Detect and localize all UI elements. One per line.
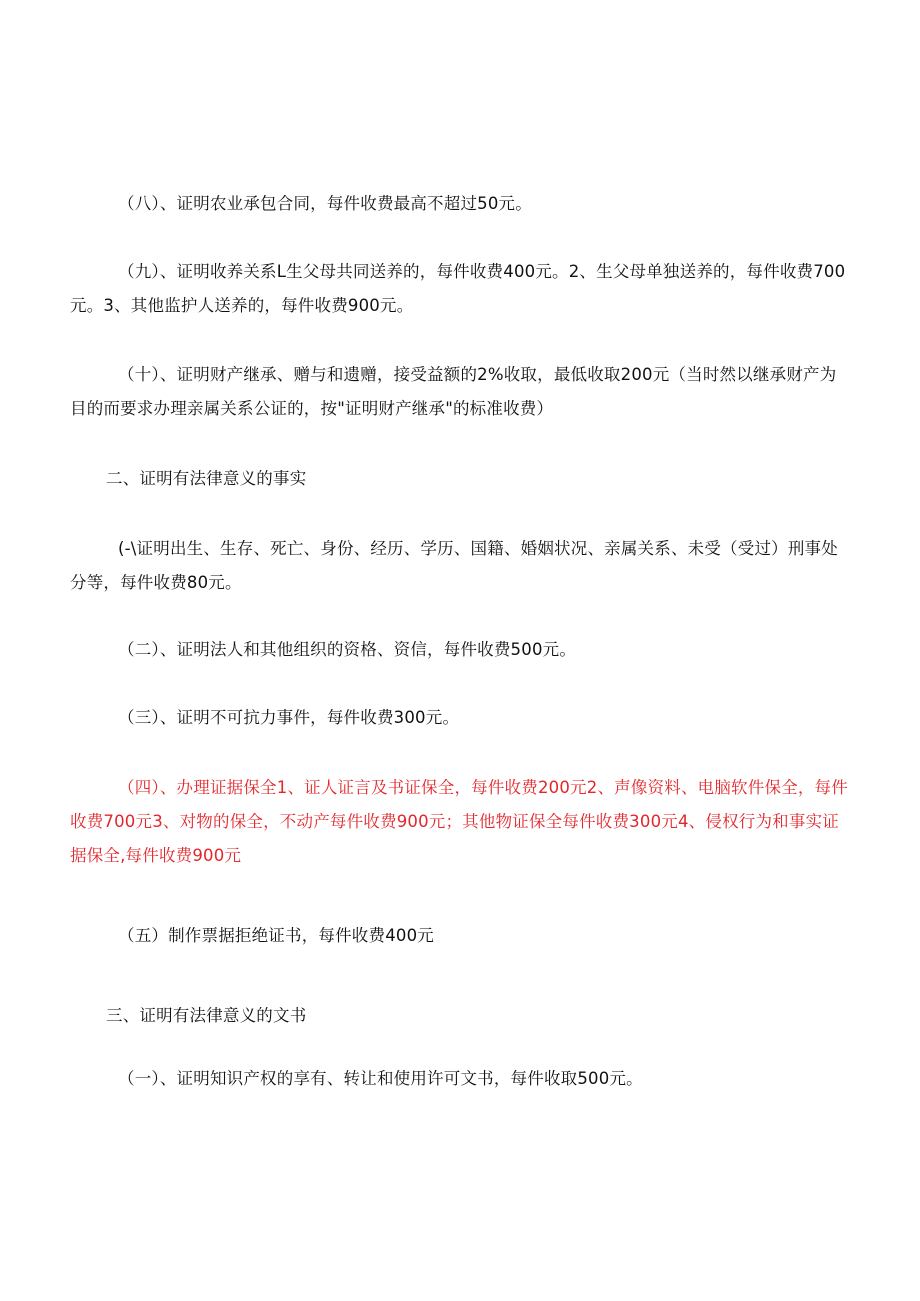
paragraph-item-10 xyxy=(70,358,852,426)
paragraph-text: （四）、办理证据保全1、证人证言及书证保全，每件收费200元2、声像资料、电脑软件保全，每件收费700元3、对物的保全，不动产每件收费900元；其他物证保全每件收费300元4、侵权行为和事实证据保全,每件收费900元 xyxy=(70,778,848,865)
paragraph-text: (-\证明出生、生存、死亡、身份、经历、学历、国籍、婚姻状况、亲属关系、未受（受过）刑事处分等，每件收费80元。 xyxy=(70,539,838,592)
paragraph-facts-3 xyxy=(70,701,852,735)
paragraph-text: （二）、证明法人和其他组织的资格、资信，每件收费500元。 xyxy=(118,640,577,659)
paragraph-facts-4-highlighted xyxy=(70,771,852,873)
paragraph-text: （九）、证明收养关系L生父母共同送养的，每件收费400元。2、生父母单独送养的，每件收费700元。3、其他监护人送养的，每件收费900元。 xyxy=(70,262,846,315)
paragraph-item-9 xyxy=(70,255,852,323)
paragraph-text: （八）、证明农业承包合同，每件收费最高不超过50元。 xyxy=(118,194,532,213)
paragraph-facts-1 xyxy=(70,532,852,600)
paragraph-facts-5 xyxy=(70,919,852,953)
paragraph-text: （三）、证明不可抗力事件，每件收费300元。 xyxy=(118,708,460,727)
paragraph-facts-2 xyxy=(70,633,852,667)
paragraph-item-8 xyxy=(70,187,852,221)
paragraph-text: （一）、证明知识产权的享有、转让和使用许可文书，每件收取500元。 xyxy=(118,1069,643,1088)
paragraph-documents-1 xyxy=(70,1062,852,1096)
paragraph-text: （五）制作票据拒绝证书，每件收费400元 xyxy=(118,926,434,945)
paragraph-text: （十）、证明财产继承、赠与和遗赠，接受益额的2%收取，最低收取200元（当时然以继承财产为目的而要求办理亲属关系公证的，按"证明财产继承"的标准收费） xyxy=(70,365,837,418)
section-heading-3: 三、证明有法律意义的文书 xyxy=(106,1006,307,1025)
section-heading-2: 二、证明有法律意义的事实 xyxy=(106,469,307,488)
